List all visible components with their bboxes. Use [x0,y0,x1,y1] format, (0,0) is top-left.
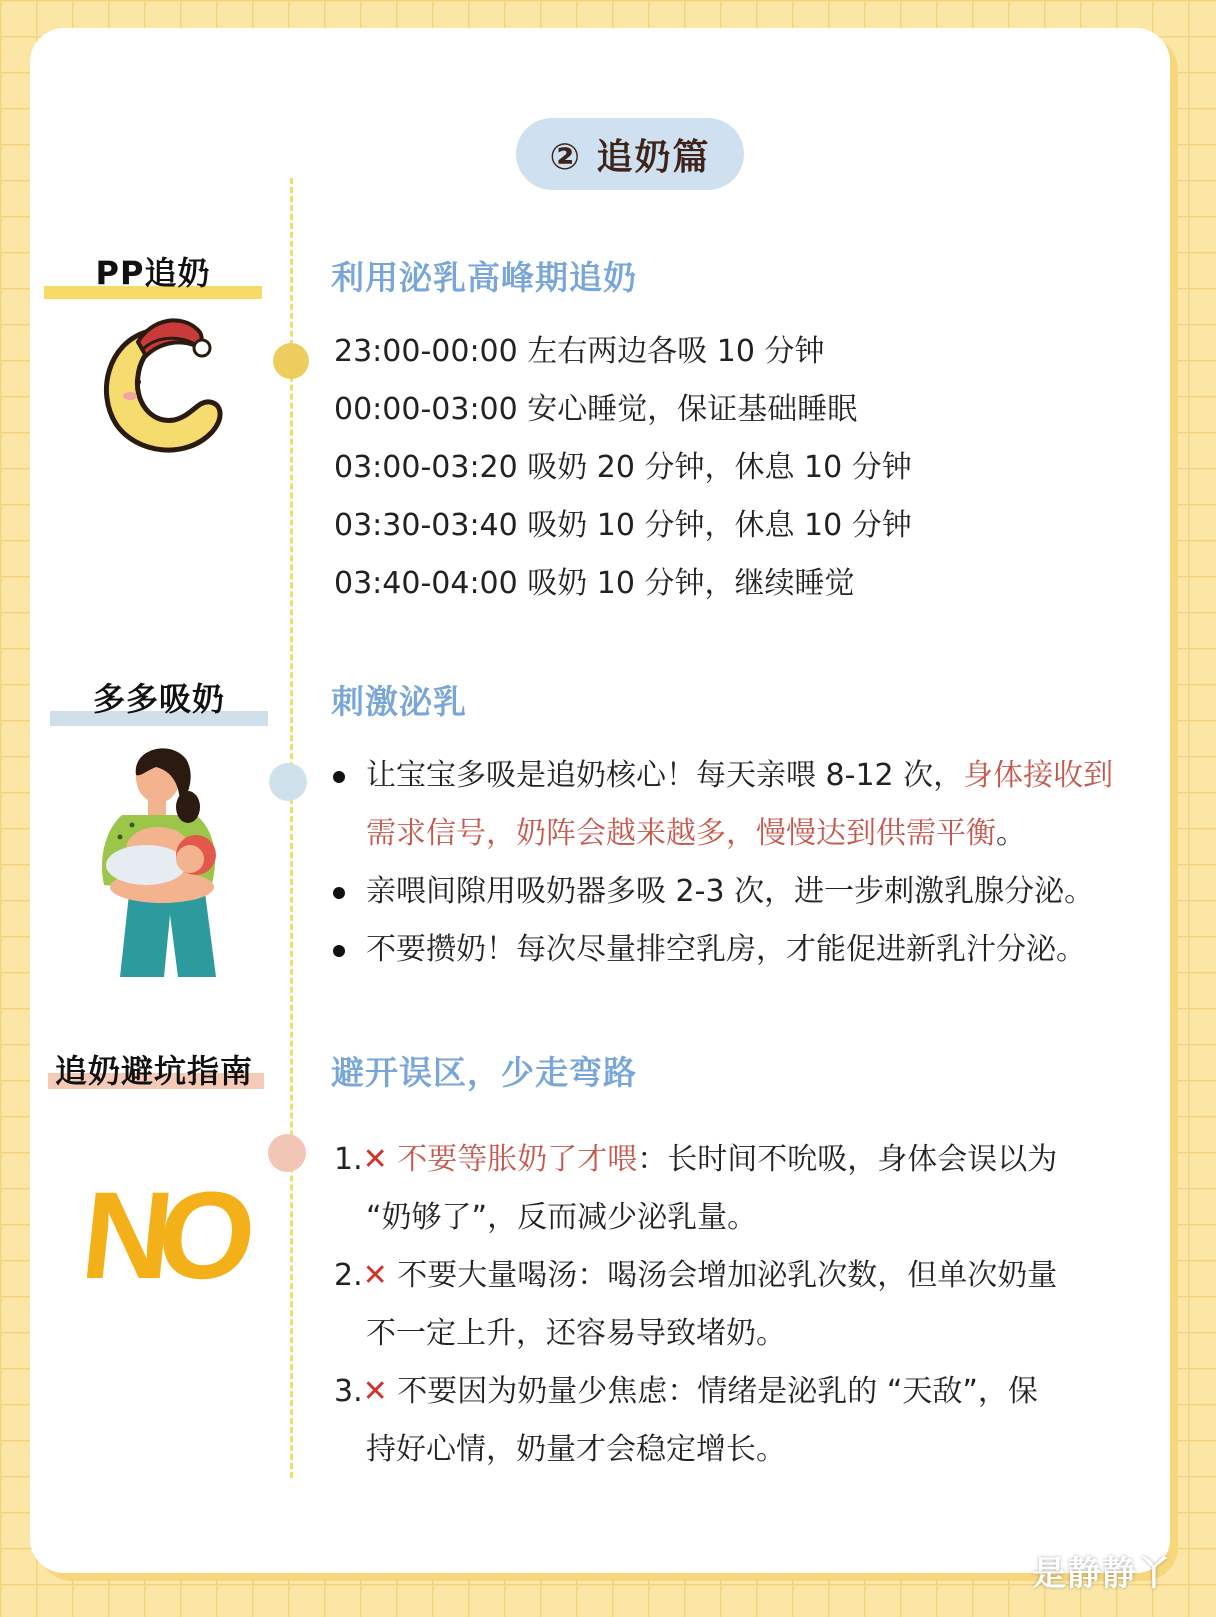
timeline-dot [273,343,309,379]
schedule-item: 00:00-03:00 安心睡觉，保证基础睡眠 [334,392,858,427]
section-label: PP追奶 [95,254,211,292]
tip-text: 亲喂间隙用吸奶器多吸 2-3 次，进一步刺激乳腺分泌。 [366,874,1095,909]
timeline-dot [268,1134,306,1172]
tip-text: ：喝汤会增加泌乳次数，但单次奶量 [577,1258,1058,1293]
bullet-icon [333,887,345,899]
section-heading: 刺激泌乳 [331,682,467,721]
tip-text: “奶够了”，反而减少泌乳量。 [366,1200,758,1235]
list-item [330,747,1140,863]
schedule-item: 03:30-03:40 吸奶 10 分钟，休息 10 分钟 [334,508,912,543]
tip-number: 3. [334,1374,363,1409]
tip-text: 不要攒奶！每次尽量排空乳房，才能促进新乳汁分泌。 [366,932,1086,967]
list-item [334,1247,1134,1363]
tip-text: 。 [996,816,1026,851]
tip-title: 不要因为奶量少焦虑 [387,1374,668,1409]
tip-highlight: 身体接收到需求信号，奶阵会越来越多，慢慢达到供需平衡 [366,758,1114,851]
list-item [330,921,1140,979]
tip-title: 不要大量喝汤 [387,1258,578,1293]
tip-title: 不要等胀奶了才喂 [387,1142,638,1177]
tip-text: ：长时间不吮吸，身体会误以为 [637,1142,1058,1177]
tip-text: 持好心情，奶量才会稳定增长。 [366,1432,786,1467]
section-title-badge [516,118,744,190]
myth-list [334,1131,1134,1479]
list-item [334,1363,1134,1479]
section-label: 多多吸奶 [92,680,225,718]
list-item [330,863,1140,921]
tip-text: 不一定上升，还容易导致堵奶。 [366,1316,786,1351]
schedule-item: 03:40-04:00 吸奶 10 分钟，继续睡觉 [334,566,855,601]
cross-icon: ✕ [362,1258,388,1293]
cross-icon: ✕ [362,1142,388,1177]
tip-text: ：情绪是泌乳的 “天敌”，保 [667,1374,1038,1409]
schedule-item: 03:00-03:20 吸奶 20 分钟，休息 10 分钟 [334,450,912,485]
stimulation-tips [330,747,1140,979]
tip-number: 2. [334,1258,363,1293]
breastfeeding-mother-icon [92,745,242,977]
section-heading: 利用泌乳高峰期追奶 [331,258,637,297]
tip-text: 让宝宝多吸是追奶核心！每天亲喂 8-12 次， [366,758,964,793]
cross-icon: ✕ [362,1374,388,1409]
section-heading: 避开误区，少走弯路 [331,1053,637,1092]
watermark: 是静静丫 [1032,1554,1172,1594]
no-lettering-text: NO [75,1166,249,1305]
schedule-item: 23:00-00:00 左右两边各吸 10 分钟 [334,334,825,369]
timeline-dot [269,763,307,801]
moon-with-nightcap-icon [98,312,228,462]
tip-number: 1. [334,1142,363,1177]
section-label: 追奶避坑指南 [54,1052,253,1090]
bullet-icon [333,945,345,957]
section-title: ② 追奶篇 [549,136,711,178]
list-item [334,1131,1134,1247]
bullet-icon [333,771,345,783]
pumping-schedule [334,323,912,613]
no-lettering-icon [75,1150,249,1305]
